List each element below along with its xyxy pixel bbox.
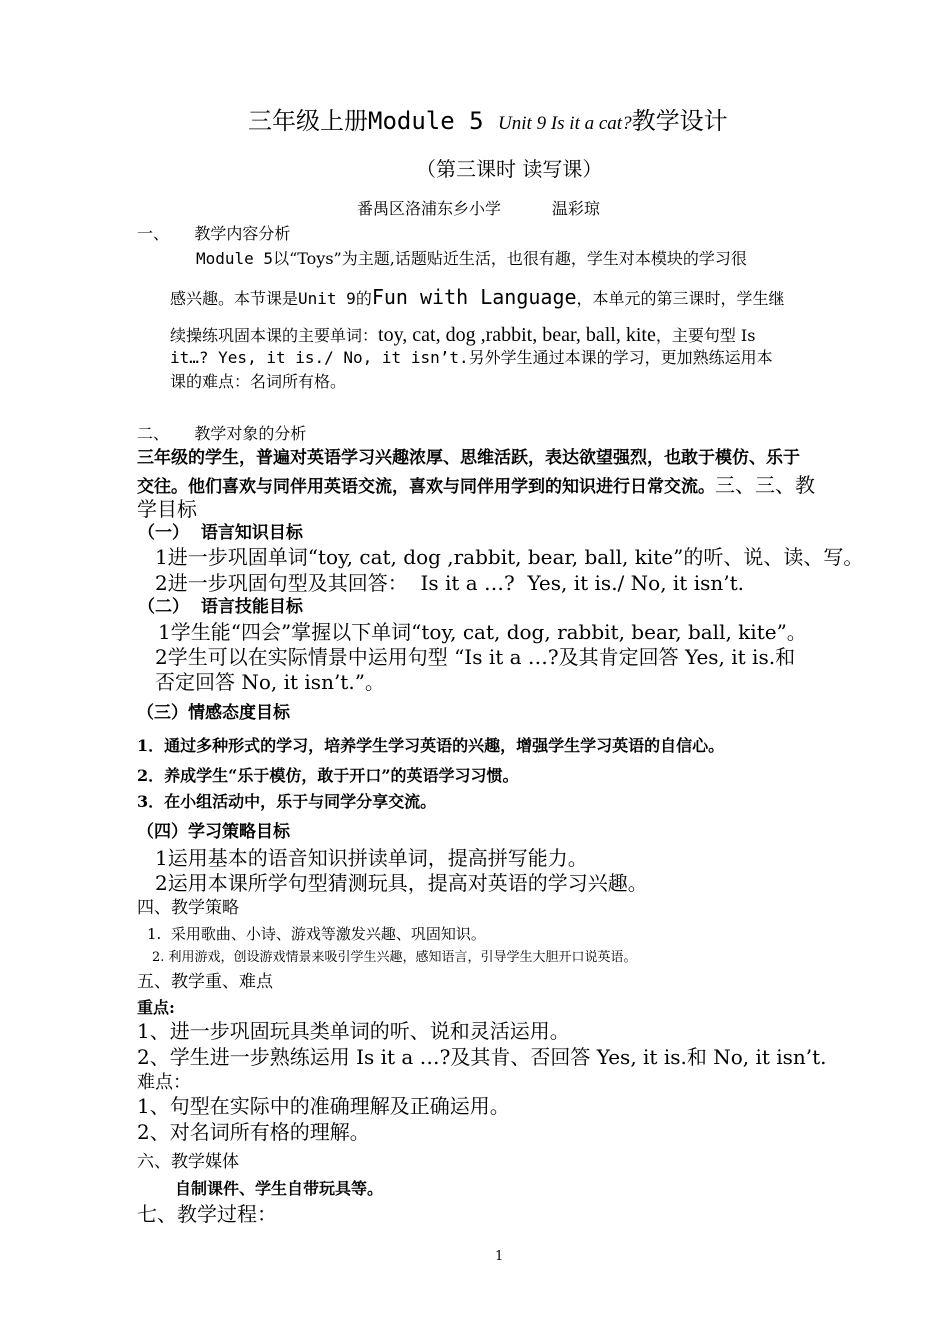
page-number: 1 xyxy=(495,1249,504,1264)
section-7-heading: 七、教学过程： xyxy=(137,1202,277,1226)
section-2-line-2: 交往。他们喜欢与同伴用英语交流，喜欢与同伴用学到的知识进行日常交流。三、三、教 xyxy=(137,473,815,497)
section-1-heading: 一、 教学内容分析 xyxy=(137,224,291,243)
title-module: Module 5 xyxy=(368,107,499,135)
goal-3-item-2: 2．养成学生“乐于模仿，敢于开口”的英语学习习惯。 xyxy=(137,766,519,785)
difficult-point-1: 1、句型在实际中的准确理解及正确运用。 xyxy=(137,1094,510,1118)
goal-1-item-1: 1进一步巩固单词“toy, cat, dog ,rabbit, bear, ball, kite”的听、说、读、写。 xyxy=(155,545,864,569)
title-suffix: 教学设计 xyxy=(631,107,728,135)
title-unit: Unit 9 Is it a cat? xyxy=(498,113,632,134)
section-2-heading: 二、 教学对象的分析 xyxy=(137,424,307,443)
media-line: 自制课件、学生自带玩具等。 xyxy=(175,1179,384,1198)
author-line: 番禺区洛浦东乡小学 温彩琼 xyxy=(357,199,600,218)
goal-1-heading: （一） 语言知识目标 xyxy=(138,523,303,543)
goal-1-item-2: 2进一步巩固句型及其回答： Is it a …? Yes, it is./ No, it isn’t. xyxy=(155,571,744,595)
goal-2-item-2-cont: 否定回答 No, it isn’t.”。 xyxy=(155,670,385,694)
section-1-line-2: 感兴趣。本节课是Unit 9的Fun with Language，本单元的第三课时，学生继 xyxy=(170,285,785,309)
section-5-heading: 五、教学重、难点 xyxy=(137,972,273,992)
section-6-heading: 六、教学媒体 xyxy=(137,1152,239,1172)
goal-3-heading: （三）情感态度目标 xyxy=(137,703,290,723)
section-1-line-4: it…? Yes, it is./ No, it isn’t.另外学生通过本课的学习，更加熟练运用本 xyxy=(170,348,773,367)
key-point-1: 1、进一步巩固玩具类单词的听、说和灵活运用。 xyxy=(137,1019,570,1043)
section-1-line-1: Module 5以“Toys”为主题,话题贴近生活，也很有趣，学生对本模块的学习很 xyxy=(196,249,747,268)
goal-4-heading: （四）学习策略目标 xyxy=(137,822,290,842)
title-grade: 三年级上册 xyxy=(248,107,368,135)
document-title xyxy=(248,108,728,136)
goal-4-item-1: 1运用基本的语音知识拼读单词，提高拼写能力。 xyxy=(155,846,588,870)
section-1-line-5: 课的难点：名词所有格。 xyxy=(170,372,347,391)
section-3-heading-wrap: 学目标 xyxy=(137,497,197,521)
key-point-2: 2、学生进一步熟练运用 Is it a …?及其肯、否回答 Yes, it is.和 No, it isn’t. xyxy=(137,1045,827,1069)
goal-2-heading: （二） 语言技能目标 xyxy=(138,597,303,617)
goal-3-item-3: 3．在小组活动中，乐于与同学分享交流。 xyxy=(137,792,437,811)
key-points-label: 重点: xyxy=(137,998,175,1017)
strategy-item-1: 1. 采用歌曲、小诗、游戏等激发兴趣、巩固知识。 xyxy=(147,925,486,943)
goal-2-item-1: 1学生能“四会”掌握以下单词“toy, cat, dog, rabbit, bear, ball, kite”。 xyxy=(158,620,807,644)
section-4-heading: 四、教学策略 xyxy=(137,898,239,918)
strategy-item-2: 2. 利用游戏，创设游戏情景来吸引学生兴趣，感知语言，引导学生大胆开口说英语。 xyxy=(152,950,637,965)
document-subtitle: （第三课时 读写课） xyxy=(416,157,603,181)
goal-2-item-2: 2学生可以在实际情景中运用句型 “Is it a …?及其肯定回答 Yes, it is.和 xyxy=(155,645,796,669)
difficult-points-label: 难点： xyxy=(137,1072,191,1093)
goal-4-item-2: 2运用本课所学句型猜测玩具，提高对英语的学习兴趣。 xyxy=(155,871,648,895)
difficult-point-2: 2、对名词所有格的理解。 xyxy=(137,1120,370,1144)
goal-3-item-1: 1．通过多种形式的学习，培养学生学习英语的兴趣，增强学生学习英语的自信心。 xyxy=(137,736,725,755)
section-2-line-1: 三年级的学生，普遍对英语学习兴趣浓厚、思维活跃，表达欲望强烈，也敢于模仿、乐于 xyxy=(137,448,800,468)
section-1-line-3: 续操练巩固本课的主要单词：toy, cat, dog ,rabbit, bear, ball, kite，主要句型 Is xyxy=(170,324,756,346)
